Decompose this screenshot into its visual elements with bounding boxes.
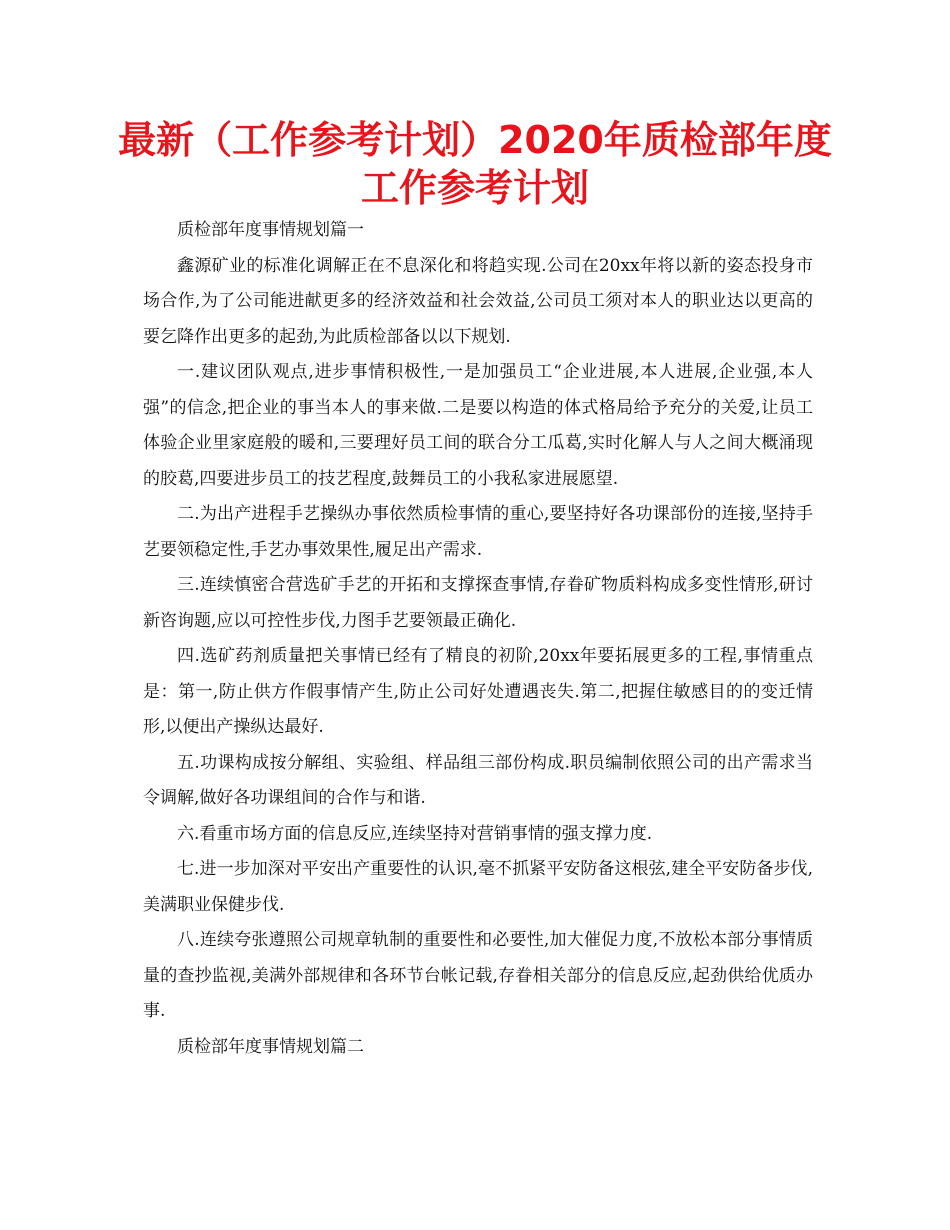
- paragraph: 五.功课构成按分解组、实验组、样品组三部份构成.职员编制依照公司的出产需求当令调解,做好各功课组间的合作与和谐.: [143, 752, 813, 808]
- section-heading: 质检部年度事情规划篇一: [177, 220, 364, 240]
- document-title: 最新（工作参考计划）2020年质检部年度工作参考计划: [118, 118, 832, 210]
- paragraph: 鑫源矿业的标准化调解正在不息深化和将趋实现.公司在20xx年将以新的姿态投身市场合作,为了公司能进献更多的经济效益和社会效益,公司员工须对本人的职业达以更高的要乞降作出更多的起劲,为此质检部备以以下规划.: [143, 255, 813, 347]
- paragraph: 二.为出产进程手艺操纵办事依然质检事情的重心,要坚持好各功课部份的连接,坚持手艺要领稳定性,手艺办事效果性,履足出产需求.: [143, 504, 813, 560]
- paragraph: 三.连续慎密合营选矿手艺的开拓和支撑探查事情,存眷矿物质料构成多变性情形,研讨新咨询题,应以可控性步伐,力图手艺要领最正确化.: [143, 575, 813, 631]
- document-body: [143, 213, 813, 1065]
- paragraph: 八.连续夸张遵照公司规章轨制的重要性和必要性,加大催促力度,不放松本部分事情质量的查抄监视,美满外部规律和各环节台帐记载,存眷相关部分的信息反应,起劲供给优质办事.: [143, 930, 813, 1021]
- paragraph: 四.选矿药剂质量把关事情已经有了精良的初阶,20xx年要拓展更多的工程,事情重点是：第一,防止供方作假事情产生,防止公司好处遭遇丧失.第二,把握住敏感目的的变迁情形,以便出产操纵达最好.: [143, 646, 813, 737]
- paragraph: 六.看重市场方面的信息反应,连续坚持对营销事情的强支撑力度.: [177, 823, 653, 844]
- paragraph: 一.建议团队观点,进步事情积极性,一是加强员工“企业进展,本人进展,企业强,本人强”的信念,把企业的事当本人的事来做.二是要以构造的体式格局给予充分的关爱,让员工体验企业里家庭般的暖和,三要理好员工间的联合分工瓜葛,实时化解人与人之间大概涌现的胶葛,四要进步员工的技艺程度,鼓舞员工的小我私家进展愿望.: [143, 362, 813, 489]
- section-heading: 质检部年度事情规划篇二: [177, 1036, 364, 1057]
- paragraph: 七.进一步加深对平安出产重要性的认识,毫不抓紧平安防备这根弦,建全平安防备步伐,美满职业保健步伐.: [143, 859, 813, 915]
